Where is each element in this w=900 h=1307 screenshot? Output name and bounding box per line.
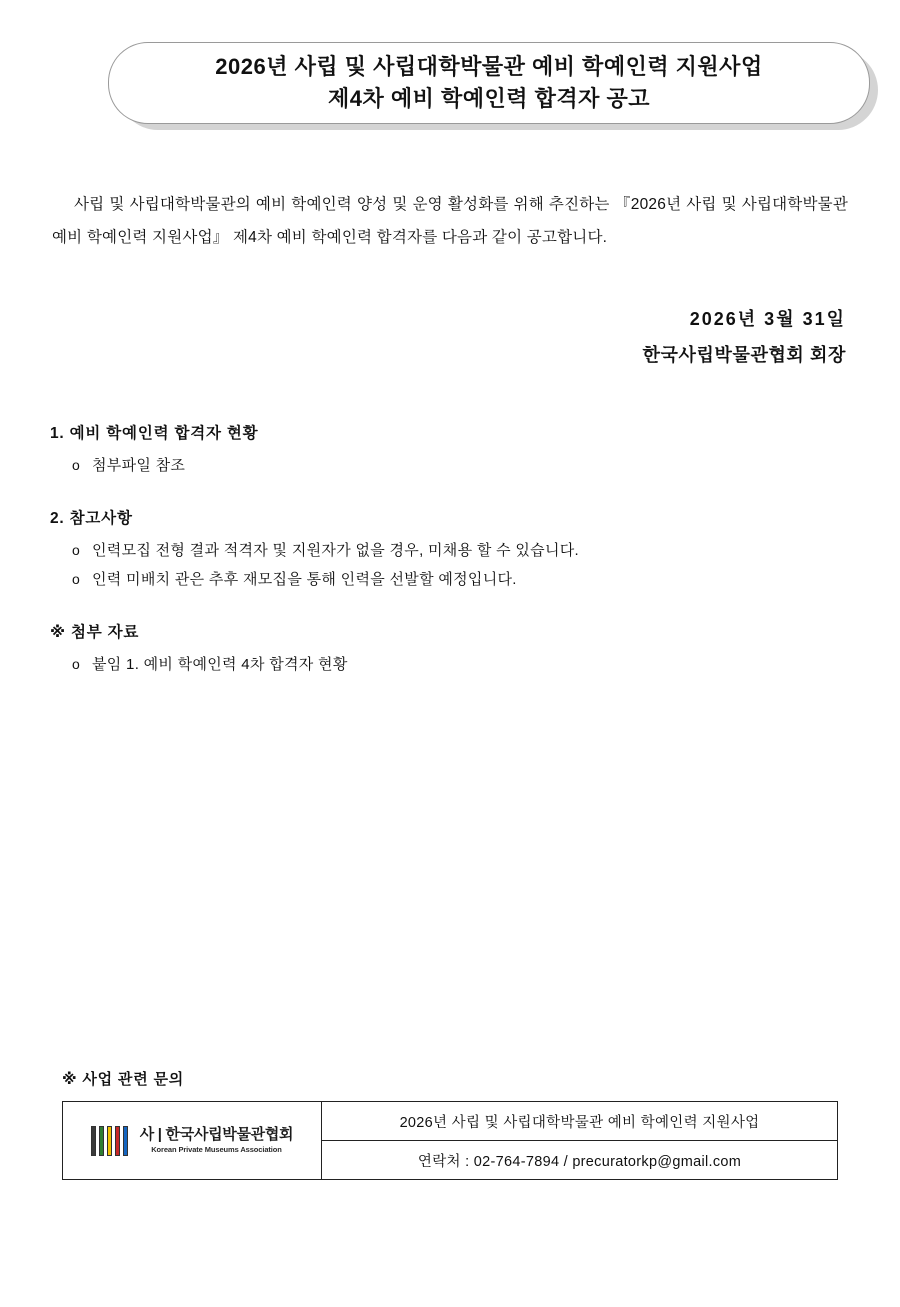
section-attachments-heading: ※ 첨부 자료 (50, 624, 140, 642)
footer-program-name: 2026년 사립 및 사립대학박물관 예비 학예인력 지원사업 (322, 1102, 838, 1141)
logo-bars-icon (91, 1126, 132, 1156)
footer-label: ※ 사업 관련 문의 (62, 1071, 185, 1088)
section-2 (50, 506, 850, 594)
list-item (50, 566, 850, 595)
bullet-marker: o (72, 656, 81, 673)
list-item (50, 452, 850, 481)
intro-paragraph (50, 188, 850, 255)
logo-text-english: Korean Private Museums Association (151, 1145, 282, 1155)
section-attachments (50, 620, 850, 680)
list-item-text: 인력모집 전형 결과 적격자 및 지원자가 없을 경우, 미채용 할 수 있습니다. (92, 542, 579, 560)
footer-contact-block (50, 1068, 850, 1180)
intro-text: 사립 및 사립대학박물관의 예비 학예인력 양성 및 운영 활성화를 위해 추진하는 『2026년 사립 및 사립대학박물관 예비 학예인력 지원사업』 제4차 예비 학예인력 합격자를 다음과 같이 공고합니다. (52, 196, 848, 247)
signature-block (50, 301, 850, 373)
section-1 (50, 421, 850, 481)
section-1-heading: 1. 예비 학예인력 합격자 현황 (50, 424, 259, 442)
bullet-marker: o (72, 570, 81, 587)
issuing-organization: 한국사립박물관협회 회장 (642, 344, 846, 365)
list-item-text: 첨부파일 참조 (92, 456, 186, 474)
bullet-marker: o (72, 542, 81, 559)
list-item-text: 인력 미배치 관은 추후 재모집을 통해 인력을 선발할 예정입니다. (92, 570, 517, 588)
footer-table (62, 1101, 838, 1180)
page-title-line-1: 2026년 사립 및 사립대학박물관 예비 학예인력 지원사업 (215, 54, 763, 80)
section-2-list (50, 537, 850, 594)
body-sections (50, 421, 850, 680)
section-2-heading: 2. 참고사항 (50, 510, 133, 528)
section-1-list (50, 452, 850, 481)
list-item (50, 651, 850, 680)
title-banner-box (108, 42, 870, 124)
title-banner (50, 38, 850, 130)
document-page (0, 38, 900, 1307)
list-item-text: 붙임 1. 예비 학예인력 4차 합격자 현황 (92, 656, 348, 674)
footer-contact-info: 연락처 : 02-764-7894 / precuratorkp@gmail.com (322, 1141, 838, 1180)
section-attachments-list (50, 651, 850, 680)
association-logo (63, 1102, 322, 1180)
page-title-line-2: 제4차 예비 학예인력 합격자 공고 (328, 86, 650, 111)
list-item (50, 537, 850, 566)
logo-text-korean: 사 | 한국사립박물관협회 (139, 1125, 294, 1143)
announcement-date: 2026년 3월 31일 (689, 308, 846, 329)
bullet-marker: o (72, 456, 81, 473)
